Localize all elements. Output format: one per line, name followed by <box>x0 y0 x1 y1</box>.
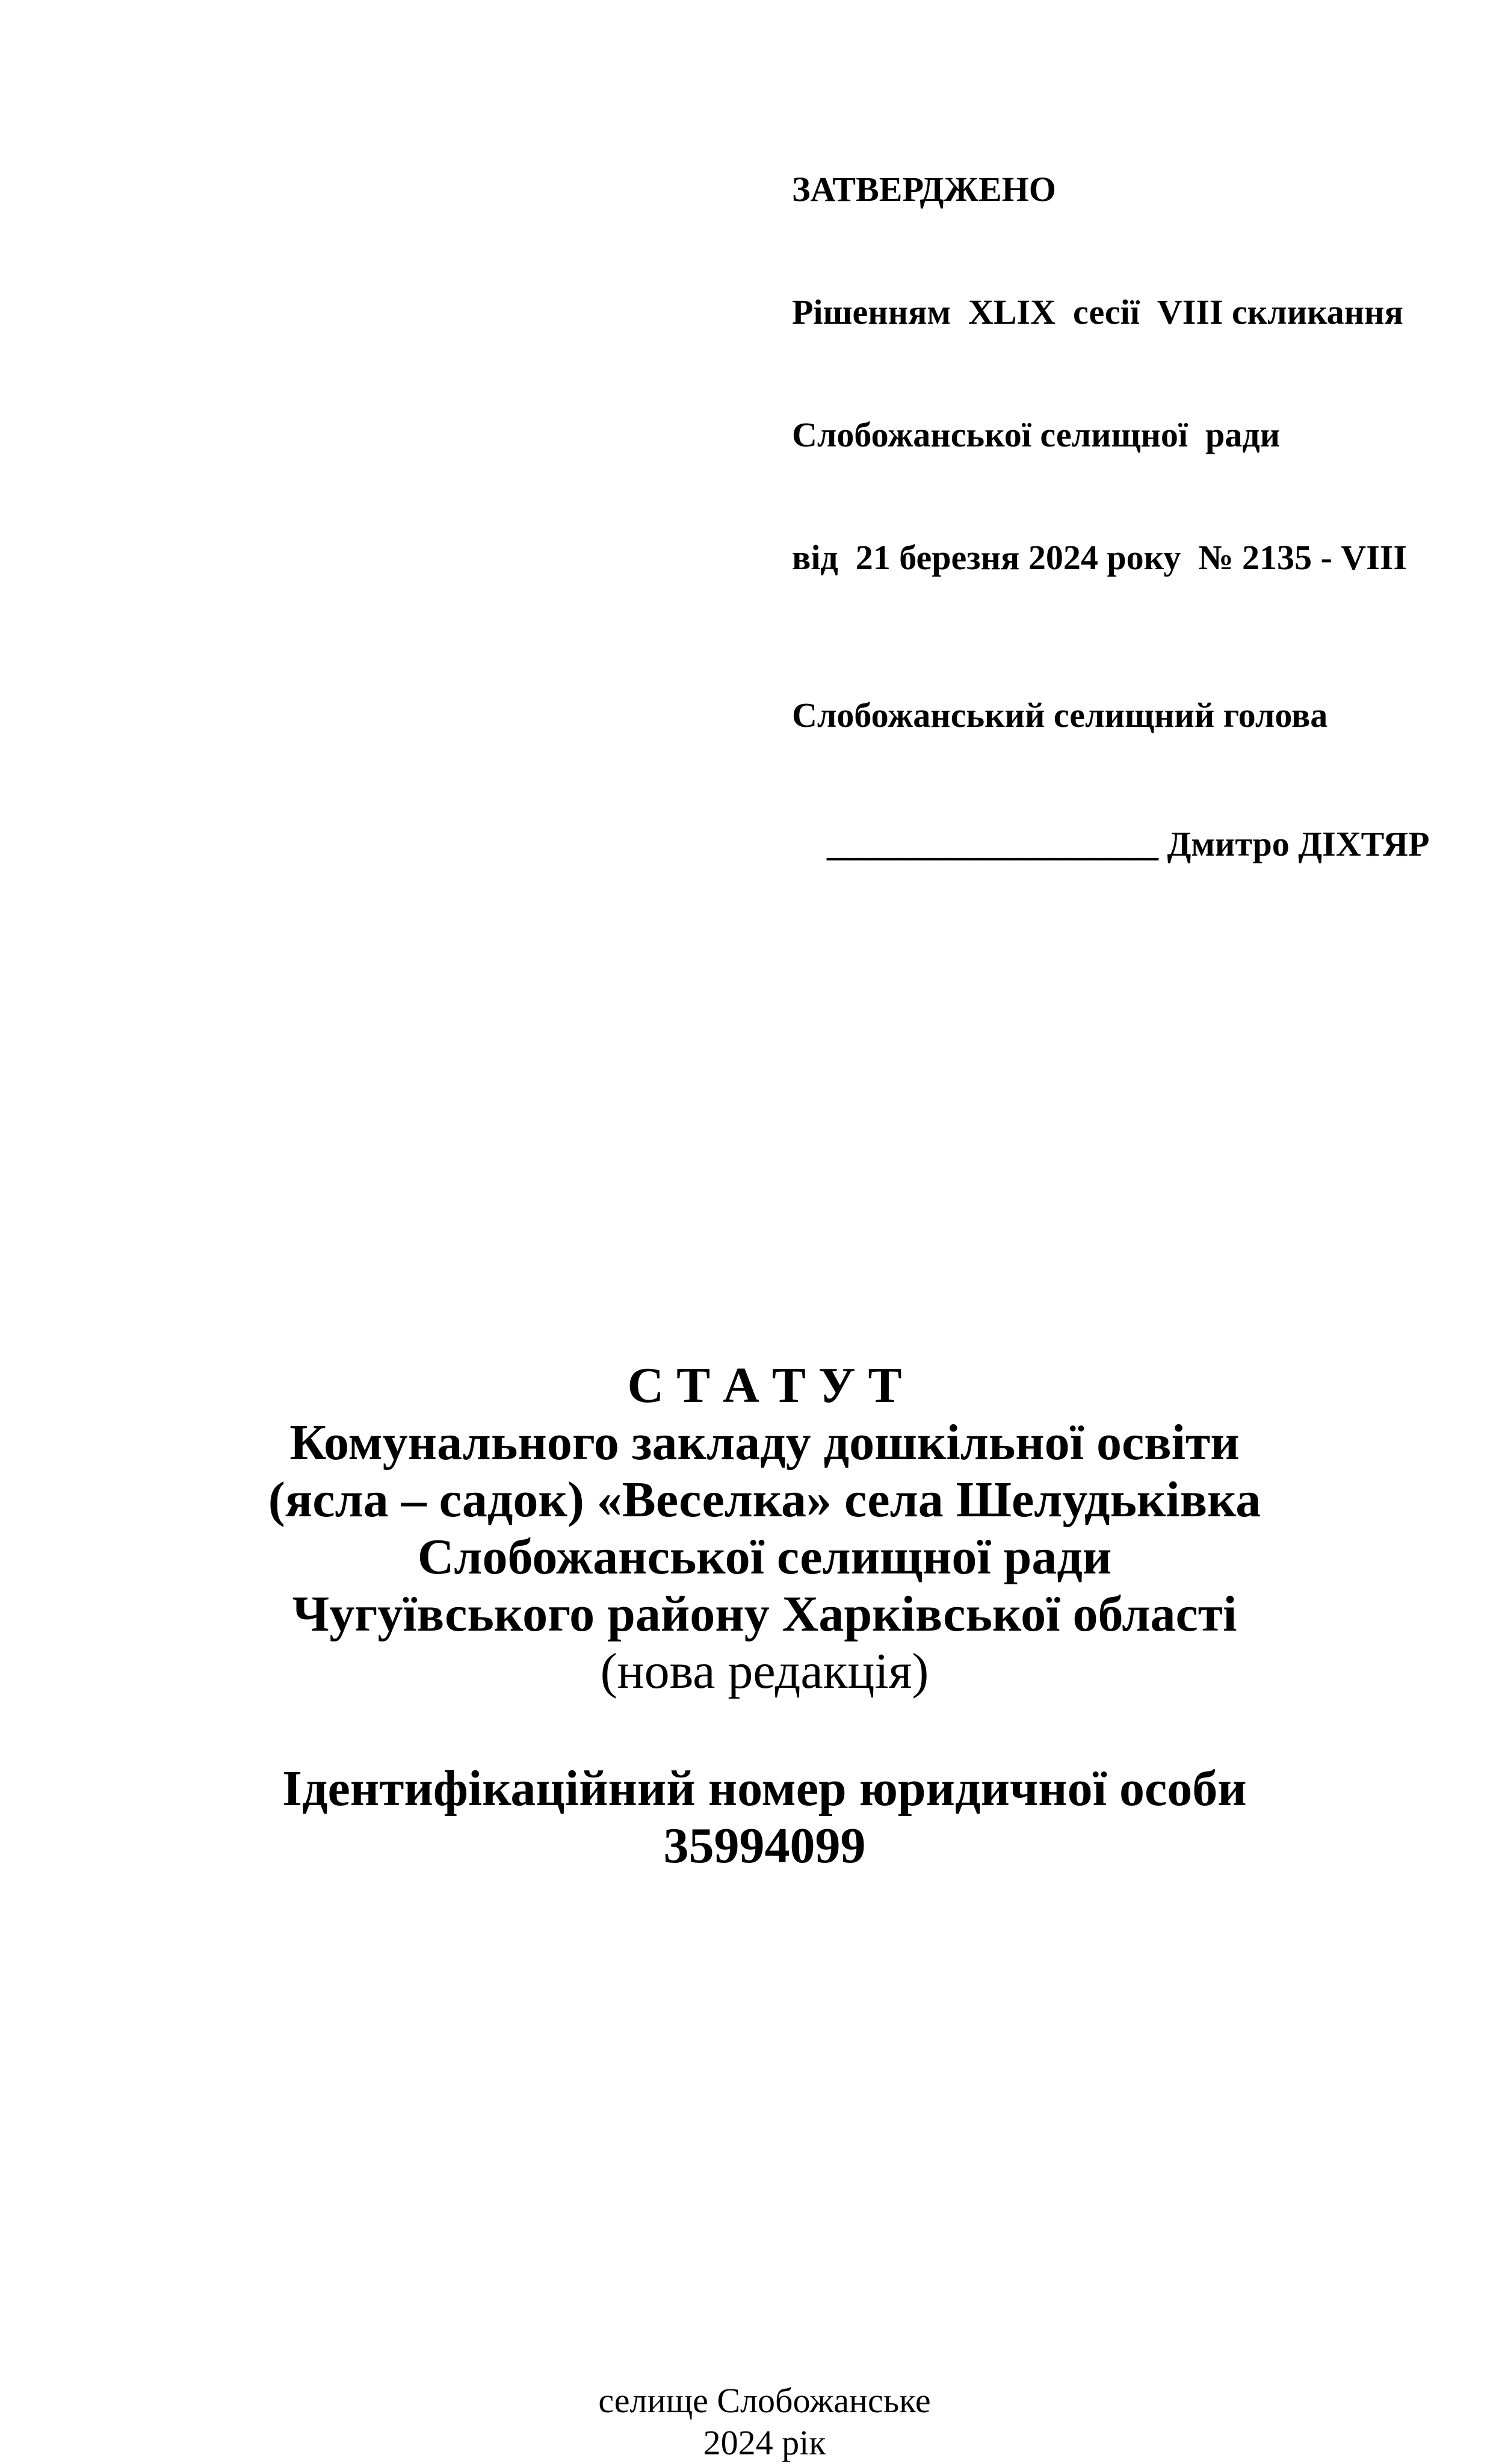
document-title: С Т А Т У Т <box>627 1357 902 1413</box>
identification-number: 35994099 <box>663 1818 866 1874</box>
approval-block <box>792 0 1493 660</box>
signature-row <box>792 783 1493 906</box>
title-line-council: Слобожанської селищної ради <box>417 1529 1112 1585</box>
signature-line: ___________________ <box>827 824 1158 863</box>
approval-council-line: Слобожанської селищної ради <box>792 415 1281 454</box>
footer-place: селище Слобожанське <box>598 2381 931 2420</box>
identification-block <box>36 1760 1493 1874</box>
title-line-region: Чугуївського району Харківської області <box>292 1586 1237 1642</box>
approval-date-number-line: від 21 березня 2024 року № 2135 - VIII <box>792 538 1407 577</box>
identification-label: Ідентифікаційний номер юридичної особи <box>282 1761 1247 1817</box>
signatory-name: Дмитро ДІХТЯР <box>1158 824 1430 863</box>
title-line-name: (ясла – садок) «Веселка» села Шелудьківка <box>268 1472 1261 1528</box>
document-title-block <box>36 1357 1493 1700</box>
title-edition-note: (нова редакція) <box>600 1643 929 1699</box>
approval-stamp-label: ЗАТВЕРДЖЕНО <box>792 170 1056 209</box>
footer-block <box>36 2380 1493 2464</box>
footer-year: 2024 рік <box>703 2423 826 2462</box>
signatory-title: Слобожанський селищний голова <box>792 696 1328 735</box>
approval-decision-line: Рішенням XLIX сесії VIII скликання <box>792 292 1403 332</box>
title-line-institution: Комунального закладу дошкільної освіти <box>289 1415 1240 1471</box>
